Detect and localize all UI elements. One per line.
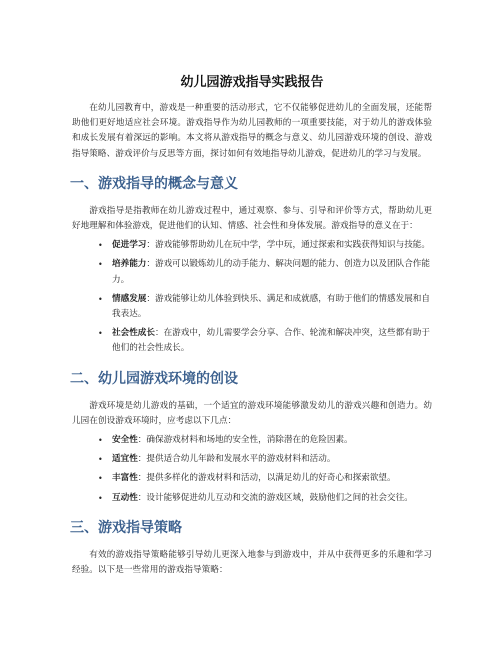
section-1-paragraph: 游戏指导是指教师在幼儿游戏过程中，通过观察、参与、引导和评价等方式，帮助幼儿更好地理解和体验游戏，促进他们的认知、情感、社会性和身体发展。游戏指导的意义在于：: [72, 205, 432, 232]
item-text: ：提供多样化的游戏材料和活动，以满足幼儿的好奇心和探索欲望。: [137, 473, 396, 484]
item-text: ：确保游戏材料和场地的安全性，消除潜在的危险因素。: [137, 435, 353, 446]
list-item: [72, 491, 432, 506]
item-text: ：游戏可以锻炼幼儿的动手能力、解决问题的能力、创造力以及团队合作能力。: [112, 259, 430, 285]
item-term: 丰富性: [112, 473, 138, 484]
section-2-heading: 二、幼儿园游戏环境的创设: [70, 370, 238, 387]
section-2-list: [72, 433, 432, 506]
bullet-icon: •: [98, 329, 103, 339]
bullet-icon: •: [98, 260, 103, 270]
list-item: [72, 471, 432, 486]
item-term: 安全性: [112, 435, 138, 446]
section-1-heading: 一、游戏指导的概念与意义: [70, 175, 238, 192]
bullet-icon: •: [98, 241, 103, 251]
item-term: 促进学习: [112, 240, 147, 251]
list-item: [72, 452, 432, 467]
item-term: 适宜性: [112, 454, 138, 465]
list-item: [72, 326, 432, 356]
document-title: 幼儿园游戏指导实践报告: [180, 75, 324, 90]
item-text: ：游戏能够让幼儿体验到快乐、满足和成就感，有助于他们的情感发展和自我表达。: [112, 293, 430, 320]
list-item: [72, 433, 432, 448]
section-3-heading: 三、游戏指导策略: [70, 519, 182, 536]
section-1-list: [72, 238, 432, 356]
item-term: 培养能力: [112, 259, 147, 270]
bullet-icon: •: [98, 294, 103, 304]
list-item: [72, 238, 432, 253]
list-item: [72, 257, 432, 287]
bullet-icon: •: [98, 493, 103, 503]
item-term: 社会性成长: [112, 328, 155, 339]
item-term: 互动性: [112, 492, 138, 503]
bullet-icon: •: [98, 455, 103, 465]
bullet-icon: •: [98, 436, 103, 446]
item-text: ：在游戏中，幼儿需要学会分享、合作、轮流和解决冲突，这些都有助于他们的社会性成长。: [112, 328, 430, 354]
section-2-paragraph: 游戏环境是幼儿游戏的基础，一个适宜的游戏环境能够激发幼儿的游戏兴趣和创造力。幼儿园在创设游戏环境时，应考虑以下几点：: [72, 400, 432, 426]
item-text: ：游戏能够帮助幼儿在玩中学，学中玩，通过探索和实践获得知识与技能。: [146, 240, 430, 251]
section-3-paragraph: 有效的游戏指导策略能够引导幼儿更深入地参与到游戏中，并从中获得更多的乐趣和学习经验。以下是一些常用的游戏指导策略：: [72, 549, 432, 576]
item-term: 情感发展: [112, 293, 147, 304]
item-text: ：提供适合幼儿年龄和发展水平的游戏材料和活动。: [137, 454, 336, 465]
bullet-icon: •: [98, 474, 103, 484]
intro-paragraph: 在幼儿园教育中，游戏是一种重要的活动形式，它不仅能够促进幼儿的全面发展，还能帮助他们更好地适应社会环境。游戏指导作为幼儿园教师的一项重要技能，对于幼儿的游戏体验和成长发展有着深远的影响。本文将从游戏指导的概念与意义、幼儿园游戏环境的创设、游戏指导策略、游戏评价与反思等方面，探讨如何有效地指导幼儿游戏，促进幼儿的学习与发展。: [72, 103, 432, 159]
list-item: [72, 292, 432, 322]
item-text: ：设计能够促进幼儿互动和交流的游戏区域，鼓励他们之间的社会交往。: [137, 492, 413, 503]
